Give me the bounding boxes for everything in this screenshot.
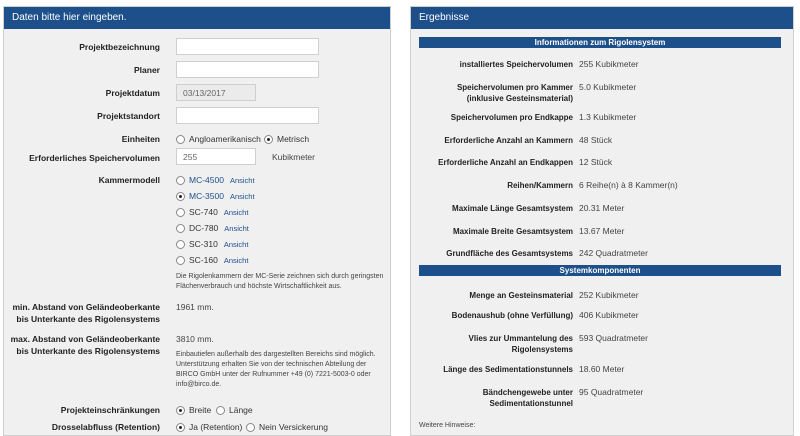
result-label: Grundfläche des Gesamtsystems (446, 249, 573, 258)
section-info-header: Informationen zum Rigolensystem (419, 37, 781, 48)
ansicht-link-dc-780[interactable]: Ansicht (224, 224, 249, 233)
projektdatum-input (176, 84, 256, 101)
radio-mc-3500[interactable] (176, 192, 185, 201)
max-abstand-note: Einbautiefen außerhalb des dargestellten Bereichs sind möglich. Unterstützung erhalten Sie von der technischen Abteilung der BIRCO GmbH unter der Rufnummer +49 (0) 7221-5003-0 oder info@birco.de. (176, 351, 376, 388)
result-value: 1.3 Kubikmeter (579, 112, 637, 122)
ansicht-link-sc-160[interactable]: Ansicht (223, 256, 249, 265)
result-value: 255 Kubikmeter (579, 59, 639, 69)
section-components-header: Systemkomponenten (419, 265, 781, 276)
component-value: 95 Quadratmeter (579, 387, 644, 397)
model-option-mc-3500[interactable]: MC-3500 Ansicht (176, 190, 255, 203)
result-value: 242 Quadratmeter (579, 248, 648, 258)
component-label: Bändchengewebe unter Sedimentationstunnel (482, 388, 573, 408)
radio-angloamerikanisch[interactable] (176, 135, 185, 144)
radio-mc-4500[interactable] (176, 176, 185, 185)
result-value: 12 Stück (579, 157, 613, 167)
weitere-hinweise: Weitere Hinweise: (419, 422, 476, 429)
min-abstand-value: 1961 mm. (176, 302, 214, 312)
label-kammermodell: Kammermodell (98, 175, 160, 185)
result-label: Maximale Länge Gesamtsystem (452, 204, 573, 213)
ansicht-link-mc-4500[interactable]: Ansicht (229, 176, 255, 185)
label-einheiten: Einheiten (121, 134, 160, 144)
label-min-abstand: min. Abstand von Geländeoberkante bis Unterkante des Rigolensystems (12, 302, 160, 324)
label-projektbezeichnung: Projektbezeichnung (79, 42, 160, 52)
label-projektstandort: Projektstandort (97, 111, 160, 121)
result-label: installiertes Speichervolumen (459, 60, 573, 69)
result-label: Speichervolumen pro Kammer (inklusive Gesteinsmaterial) (456, 83, 573, 103)
label-speichervolumen: Erforderliches Speichervolumen (29, 153, 160, 163)
option-nein-versickerung[interactable]: Nein Versickerung (246, 421, 328, 433)
result-value: 6 Reihe(n) à 8 Kammer(n) (579, 180, 678, 190)
component-value: 593 Quadratmeter (579, 333, 648, 343)
result-label: Maximale Breite Gesamtsystem (452, 227, 573, 236)
radio-metrisch[interactable] (264, 135, 273, 144)
component-label: Menge an Gesteinsmaterial (469, 291, 573, 300)
label-projektdatum: Projektdatum (105, 88, 160, 98)
option-breite[interactable]: Breite (176, 404, 211, 416)
option-ja-retention[interactable]: Ja (Retention) (176, 421, 242, 433)
result-label: Reihen/Kammern (507, 181, 573, 190)
results-panel (410, 6, 794, 436)
input-panel (3, 6, 391, 436)
results-panel-title: Ergebnisse (411, 7, 793, 29)
radio-sc-310[interactable] (176, 240, 185, 249)
kammermodell-note: Die Rigolenkammern der MC-Serie zeichnen sich durch geringsten Flächenverbrauch und höchste Wirtschaftlichkeit aus. (176, 273, 384, 290)
radio-laenge[interactable] (216, 406, 225, 415)
result-label: Erforderliche Anzahl an Endkappen (438, 158, 573, 167)
component-value: 406 Kubikmeter (579, 310, 639, 320)
component-label: Länge des Sedimentationstunnels (443, 365, 573, 374)
model-option-mc-4500[interactable]: MC-4500 Ansicht (176, 174, 255, 187)
result-value: 20.31 Meter (579, 203, 625, 213)
component-value: 252 Kubikmeter (579, 290, 639, 300)
ansicht-link-sc-310[interactable]: Ansicht (223, 240, 249, 249)
label-planer: Planer (134, 65, 160, 75)
label-drosselabfluss: Drosselabfluss (Retention) (51, 422, 160, 432)
component-value: 18.60 Meter (579, 364, 625, 374)
option-angloamerikanisch[interactable]: Angloamerikanisch (176, 133, 261, 145)
radio-sc-740[interactable] (176, 208, 185, 217)
option-metrisch[interactable]: Metrisch (264, 133, 309, 145)
speichervolumen-input[interactable] (176, 148, 256, 165)
component-label: Bodenaushub (ohne Verfüllung) (451, 311, 573, 320)
speichervolumen-unit: Kubikmeter (272, 152, 315, 162)
result-value: 13.67 Meter (579, 226, 625, 236)
model-option-sc-160[interactable]: SC-160 Ansicht (176, 254, 248, 267)
ansicht-link-sc-740[interactable]: Ansicht (223, 208, 249, 217)
input-panel-title: Daten bitte hier eingeben. (4, 7, 390, 29)
result-label: Erforderliche Anzahl an Kammern (444, 136, 573, 145)
model-option-sc-740[interactable]: SC-740 Ansicht (176, 206, 248, 219)
option-laenge[interactable]: Länge (216, 404, 253, 416)
model-option-sc-310[interactable]: SC-310 Ansicht (176, 238, 248, 251)
max-abstand-value: 3810 mm. (176, 334, 214, 344)
component-label: Vlies zur Ummantelung des Rigolensystems (468, 334, 573, 354)
ansicht-link-mc-3500[interactable]: Ansicht (229, 192, 255, 201)
planer-input[interactable] (176, 61, 319, 78)
projektstandort-input[interactable] (176, 107, 319, 124)
radio-sc-160[interactable] (176, 256, 185, 265)
projektbezeichnung-input[interactable] (176, 38, 319, 55)
radio-breite[interactable] (176, 406, 185, 415)
model-option-dc-780[interactable]: DC-780 Ansicht (176, 222, 249, 235)
label-max-abstand: max. Abstand von Geländeoberkante bis Unterkante des Rigolensystems (10, 334, 160, 356)
result-value: 5.0 Kubikmeter (579, 82, 637, 92)
result-label: Speichervolumen pro Endkappe (450, 113, 573, 122)
result-value: 48 Stück (579, 135, 613, 145)
label-einschraenkungen: Projekteinschränkungen (60, 405, 160, 415)
radio-dc-780[interactable] (176, 224, 185, 233)
